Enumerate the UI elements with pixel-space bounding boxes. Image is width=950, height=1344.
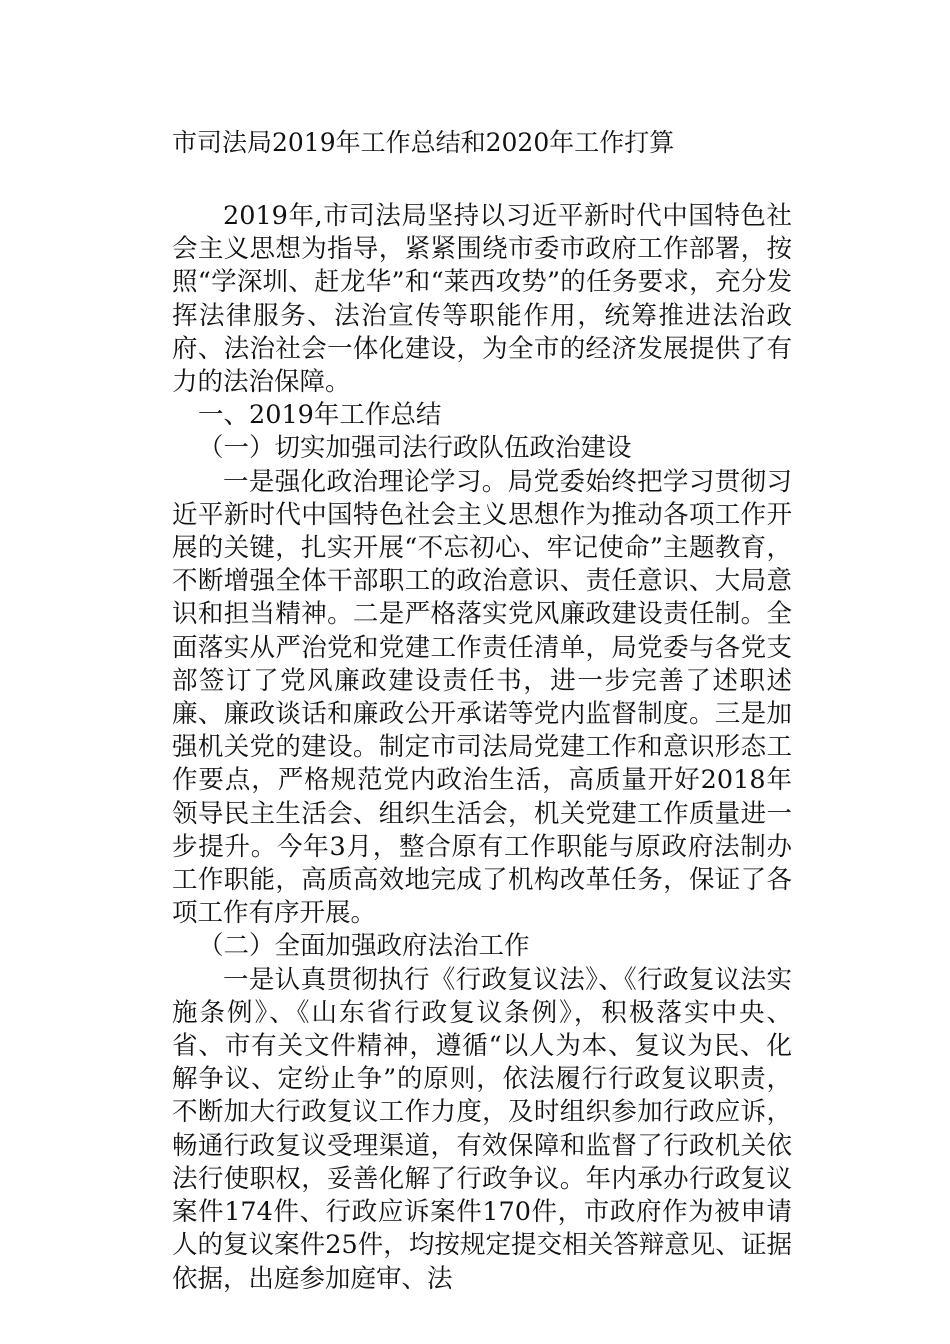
subsection-paragraph-political-building: 一是强化政治理论学习。局党委始终把学习贯彻习近平新时代中国特色社会主义思想作为推动各项工作开展的关键，扎实开展“不忘初心、牢记使命”主题教育，不断增强全体干部职工的政治意识、责任意识、大局意识和担当精神。二是严格落实党风廉政建设责任制。全面落实从严治党和党建工作责任清单，局党委与各党支部签订了党风廉政建设责任书，进一步完善了述职述廉、廉政谈话和廉政公开承诺等党内监督制度。三是加强机关党的建设。制定市司法局党建工作和意识形态工作要点，严格规范党内政治生活，高质量开好2018年领导民主生活会、组织生活会，机关党建工作质量进一步提升。今年3月，整合原有工作职能与原政府法制办工作职能，高质高效地完成了机构改革任务，保证了各项工作有序开展。 <box>172 466 792 929</box>
document-title: 市司法局2019年工作总结和2020年工作打算 <box>172 128 675 157</box>
subsection-heading-government-rule-of-law: （二）全面加强政府法治工作 <box>198 931 530 962</box>
subsection-heading-political-building: （一）切实加强司法行政队伍政治建设 <box>198 433 632 464</box>
intro-paragraph: 2019年,市司法局坚持以习近平新时代中国特色社会主义思想为指导，紧紧围绕市委市政府工作部署，按照“学深圳、赶龙华”和“莱西攻势”的任务要求，充分发挥法律服务、法治宣传等职能作用，统筹推进法治政府、法治社会一体化建设，为全市的经济发展提供了有力的法治保障。 <box>172 201 792 398</box>
subsection-paragraph-government-rule-of-law: 一是认真贯彻执行《行政复议法》、《行政复议法实施条例》、《山东省行政复议条例》，积极落实中央、省、市有关文件精神，遵循“以人为本、复议为民、化解争议、定纷止争”的原则，依法履行行政复议职责，不断加大行政复议工作力度，及时组织参加行政应诉，畅通行政复议受理渠道，有效保障和监督了行政机关依法行使职权，妥善化解了行政争议。年内承办行政复议案件174件、行政应诉案件170件，市政府作为被申请人的复议案件25件，均按规定提交相关答辩意见、证据依据，出庭参加庭审、法 <box>172 964 792 1294</box>
document-body <box>172 200 792 1296</box>
section-heading-2019-summary: 一、2019年工作总结 <box>198 400 442 431</box>
